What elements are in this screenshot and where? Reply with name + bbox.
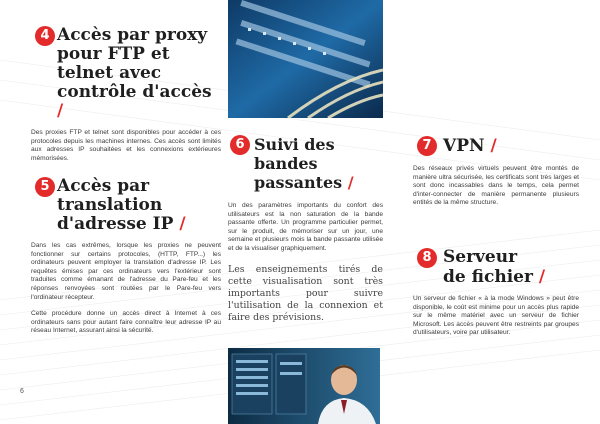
network-cables-photo: [228, 0, 383, 118]
section-7: [413, 135, 579, 208]
technician-photo: [228, 348, 380, 424]
section-7-body: Des réseaux privés virtuels peuvent être montés de manière ultra sécurisée, les certificats sont très larges et sont donc incassables dans le temps, cela permet d'inter-connecter de manière permanente plusieurs entités de la même structure.: [413, 165, 579, 207]
section-7-heading: [413, 135, 579, 157]
section-7-number-badge: 7: [417, 136, 437, 156]
section-8-body: Un serveur de fichier « à la mode Windows » peut être disponible, le coût est minime pour un accès plus rapide sur le même matériel avec un serveur de fichier Microsoft. Les accès peuvent être restreints par groupes d'utilisateurs, voire par utilisateur.: [413, 295, 579, 337]
section-8-title: Serveur de fichier /: [443, 247, 546, 287]
section-5-title: Accès par translation d'adresse IP /: [57, 176, 186, 234]
section-4-title: Accès par proxy pour FTP et telnet avec contrôle d'accès /: [57, 25, 212, 121]
title-slash: /: [57, 101, 64, 121]
section-6-quote: Les enseignements tirés de cette visualisation sont très importants pour suivre l'utilisation de la connexion et faire des prévisions.: [228, 263, 383, 323]
section-6-body: Un des paramètres importants du confort des utilisateurs est la non saturation de la bande passante offerte. Un programme particulier permet, sur le produit, de mémoriser sur un jour, une semaine et plusieurs mois la bande passante utilisée et de la visualiser graphiquement.: [228, 202, 383, 252]
section-8: [413, 247, 579, 338]
section-5-body-2: Cette procédure donne un accès direct à Internet à ces ordinateurs sans pour autant faire connaître leur adresse IP au réseau Internet, assurant ainsi la sécurité.: [31, 310, 221, 335]
section-4-number-badge: 4: [35, 26, 55, 46]
section-4-body: Des proxies FTP et telnet sont disponibles pour accéder à ces protocoles depuis les machines internes. Ces accès sont limités aux adresses IP souhaitées et les connexions extérieures mémorisées.: [31, 129, 221, 162]
section-8-number-badge: 8: [417, 248, 437, 268]
title-slash: /: [490, 136, 497, 156]
title-slash: /: [538, 267, 546, 287]
section-6: [228, 135, 383, 324]
section-5-heading: [31, 177, 221, 234]
section-5-body-1: Dans les cas extrêmes, lorsque les proxies ne peuvent fonctionner sur certains protocoles, (HTTP, FTP...) les ordinateurs peuvent employer la translation d'adresse IP. Les requêtes émises par ces ordinateurs vers l'extérieur sont traduites comme émanant de l'adresse du Pare-feu et les réponses renvoyées sont routées par le Pare-feu vers l'ordinateur récepteur.: [31, 242, 221, 301]
section-4-heading: [31, 26, 221, 121]
section-6-title: Suivi des bandes passantes /: [254, 135, 354, 192]
section-5: [31, 177, 221, 336]
page-number: 6: [20, 388, 24, 395]
section-4: [31, 26, 221, 163]
section-6-heading: [228, 135, 383, 192]
title-slash: /: [347, 173, 354, 192]
section-8-heading: [413, 247, 579, 287]
title-slash: /: [179, 214, 186, 234]
section-7-title: VPN /: [443, 136, 497, 156]
section-6-number-badge: 6: [230, 135, 250, 155]
section-5-number-badge: 5: [35, 177, 55, 197]
